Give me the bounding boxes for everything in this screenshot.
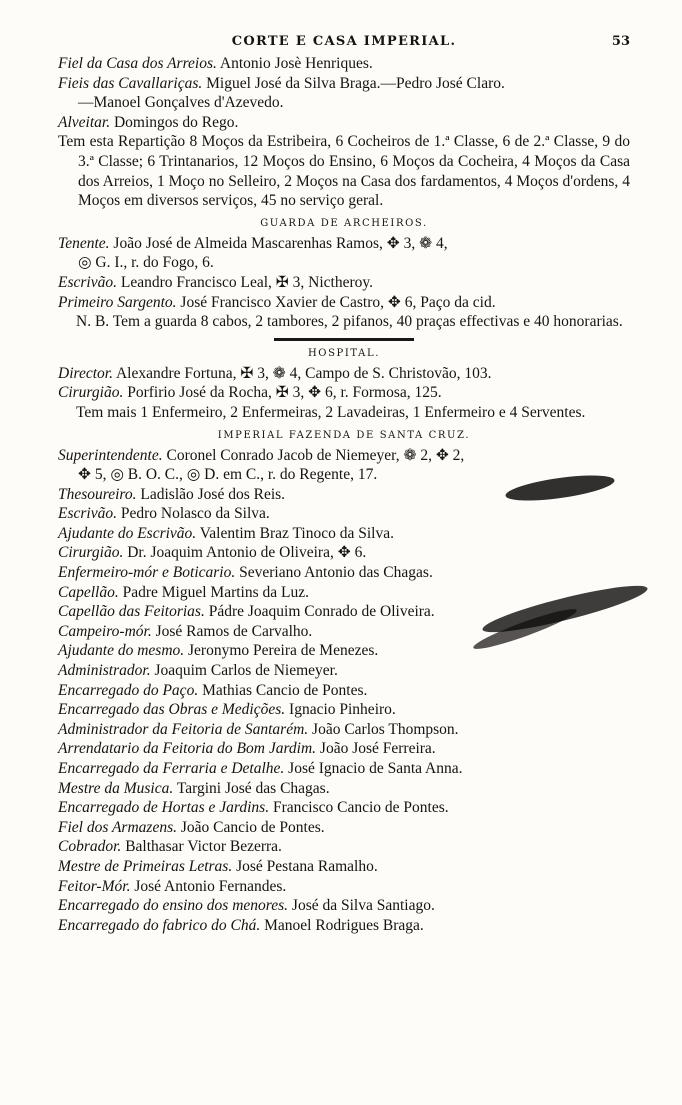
page-header [58,34,630,49]
entry-label: Primeiro Sargento. [58,293,177,311]
entry-line [58,779,630,799]
page-number: 53 [611,34,630,49]
entry-line [58,916,630,936]
entry-line [58,563,630,583]
entry-line [58,74,630,94]
entry-text: Targini José das Chagas. [173,779,330,797]
entry-label: Capellão das Feitorias. [58,603,205,621]
entry-line [58,54,630,74]
entry-text: ◎ G. I., r. do Fogo, 6. [78,254,214,272]
entry-text: José Ramos de Carvalho. [151,622,313,640]
entry-line [58,364,630,384]
entry-line [58,877,630,897]
entry-text: Jeronymo Pereira de Menezes. [184,642,379,660]
entry-text: Domingos do Rego. [110,113,239,131]
entry-text: José da Silva Santiago. [288,897,435,915]
entry-text: João José Ferreira. [316,740,436,758]
entry-line [58,681,630,701]
entry-label: Capellão. [58,583,119,601]
entry-text: ✥ 5, ◎ B. O. C., ◎ D. em C., r. do Regente, 17. [78,466,378,484]
entry-label: Fieis das Cavallariças. [58,74,203,92]
hospital-note: Tem mais 1 Enfermeiro, 2 Enfermeiras, 2 Lavadeiras, 1 Enfermeiro e 4 Serventes. [76,403,586,421]
entry-line [58,583,630,603]
entry-label: Mestre de Primeiras Letras. [58,857,233,875]
entry-line [58,113,630,133]
entry-text: João Carlos Thompson. [308,720,459,738]
entry-text: José Ignacio de Santa Anna. [284,760,463,777]
section-heading-guarda: GUARDA DE ARCHEIROS. [260,217,428,229]
entry-label: Encarregado do ensino dos menores. [58,897,289,915]
entry-continuation [58,93,630,113]
entry-text: Ignacio Pinheiro. [285,701,396,719]
entry-line [58,720,630,740]
entry-text: Alexandre Fortuna, ✠ 3, ❁ 4, Campo de S. Christovão, 103. [112,364,492,382]
entry-label: Cirurgião. [58,544,124,562]
entry-text: Ladislão José dos Reis. [136,485,286,503]
entry-text: Severiano Antonio das Chagas. [235,564,433,582]
entry-text: Pádre Joaquim Conrado de Oliveira. [204,603,435,621]
entry-label: Escrivão. [58,505,117,523]
guarda-note: N. B. Tem a guarda 8 cabos, 2 tambores, 2 pifanos, 40 praças effectivas e 40 honorarias. [76,313,623,331]
entry-text: Mathias Cancio de Pontes. [198,681,368,699]
section-divider-rule [274,338,414,341]
entry-text: José Francisco Xavier de Castro, ✥ 6, Paço da cid. [176,293,496,311]
section-heading-hospital: HOSPITAL. [307,347,380,359]
entry-line [58,641,630,661]
entry-label: Feitor-Mór. [58,877,131,895]
entry-line [58,700,630,720]
entry-label: Tenente. [58,234,110,252]
entry-text: —Manoel Gonçalves d'Azevedo. [78,94,284,112]
entry-label: Alveitar. [58,113,111,131]
entry-line [58,818,630,838]
entry-label: Encarregado do Paço. [58,681,199,699]
entry-text: Leandro Francisco Leal, ✠ 3, Nictheroy. [116,273,373,291]
entry-label: Encarregado do fabrico do Chá. [58,916,261,934]
entry-text: José Pestana Ramalho. [232,857,378,875]
entry-line [58,293,630,313]
entry-label: Encarregado da Ferraria e Detalhe. [58,760,285,777]
entry-line [58,273,630,293]
entry-text: Manoel Rodrigues Braga. [260,916,424,934]
entry-text: José Antonio Fernandes. [130,877,287,895]
entry-label: Administrador da Feitoria de Santarém. [58,720,309,738]
entry-label: Ajudante do Escrivão. [58,524,197,542]
section-heading-fazenda: IMPERIAL FAZENDA DE SANTA CRUZ. [217,429,471,441]
entry-line [58,661,630,681]
entry-label: Fiel da Casa dos Arreios. [58,55,217,72]
entry-label: Cirurgião. [58,384,124,402]
entry-text: Valentim Braz Tinoco da Silva. [196,524,394,542]
entry-text: Porfirio José da Rocha, ✠ 3, ✥ 6, r. Formosa, 125. [123,384,442,402]
entry-text: Antonio Josè Henriques. [216,55,373,72]
entry-label: Cobrador. [58,838,122,856]
entry-label: Mestre da Musica. [58,779,174,797]
entry-label: Campeiro-mór. [58,622,152,640]
entry-line [58,857,630,877]
running-title: CORTE E CASA IMPERIAL. [231,34,457,49]
entry-line [58,524,630,544]
entry-line [58,543,630,563]
entry-text: Dr. Joaquim Antonio de Oliveira, ✥ 6. [123,544,367,562]
entry-label: Thesoureiro. [58,485,137,503]
entry-line [58,798,630,818]
entry-text: João Cancio de Pontes. [176,818,325,836]
entry-continuation [58,253,630,273]
entry-text: Francisco Cancio de Pontes. [269,799,449,817]
entry-line [58,504,630,524]
entry-label: Director. [58,364,113,382]
entry-label: Superintendente. [58,446,163,464]
entry-label: Encarregado das Obras e Medições. [58,701,286,719]
entry-label: Fiel dos Armazens. [58,818,177,836]
entry-text: Pedro Nolasco da Silva. [116,505,270,523]
entry-line [58,234,630,254]
entry-text: João José de Almeida Mascarenhas Ramos, ✥ 3, ❁ 4, [109,234,448,252]
entry-text: Coronel Conrado Jacob de Niemeyer, ❁ 2, ✥ 2, [162,446,465,464]
entry-line [58,383,630,403]
entry-line [58,759,630,779]
entry-label: Administrador. [58,662,151,680]
entry-label: Encarregado de Hortas e Jardins. [58,799,270,817]
entry-line [58,739,630,759]
entry-label: Escrivão. [58,273,117,291]
fazenda-staff-list [58,446,630,936]
entry-text: Padre Miguel Martins da Luz. [118,583,309,601]
entry-text: Balthasar Victor Bezerra. [121,838,282,856]
entry-line [58,896,630,916]
entry-line [58,446,630,466]
entry-text: Joaquim Carlos de Niemeyer. [150,662,338,680]
entry-label: Enfermeiro-mór e Boticario. [58,564,236,582]
reparticao-paragraph: Tem esta Repartição 8 Moços da Estribeira, 6 Cocheiros de 1.ª Classe, 6 de 2.ª Classe, 9 do 3.ª Classe; 6 Trintanarios, 12 Moços do Ensino, 6 Moços da Cocheira, 4 Moços da Casa dos Arreios, 1 Moço no Selleiro, 2 Moços na Casa dos fardamentos, 4 Moços d'ordens, 4 Moços em diversos serviços, 45 no serviço geral. [58,133,630,210]
entry-text: Miguel José da Silva Braga.—Pedro José Claro. [202,74,505,92]
entry-line [58,837,630,857]
entry-label: Arrendatario da Feitoria do Bom Jardim. [58,740,317,758]
entry-label: Ajudante do mesmo. [58,642,185,660]
